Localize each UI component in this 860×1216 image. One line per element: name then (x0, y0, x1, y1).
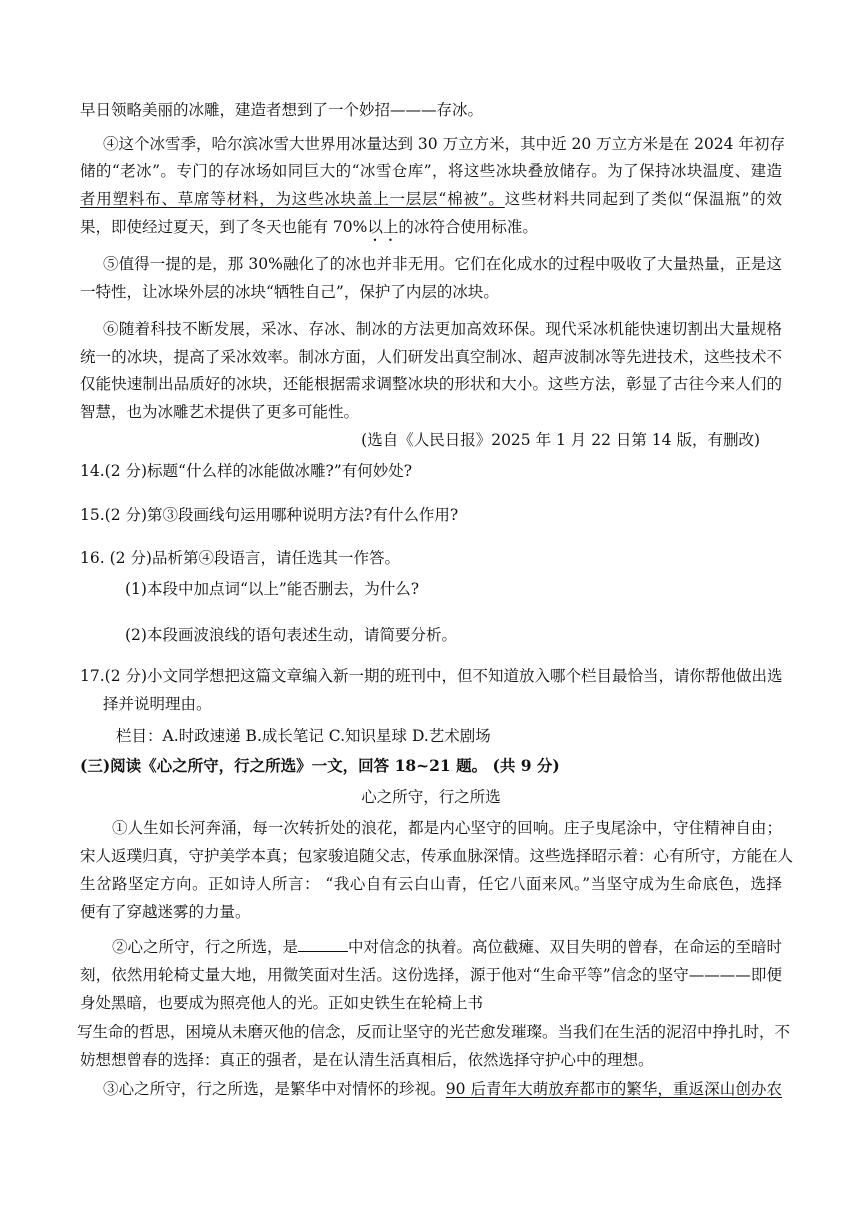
section-3-paragraph-1-line-2: 宋人返璞归真，守护美学本真；包家骏追随父志，传承血脉深情。这些选择昭示着：心有所守，方能在人 (80, 847, 794, 865)
paragraph-6-line-4: 智慧，也为冰雕艺术提供了更多可能性。 (80, 403, 360, 421)
paragraph-4-line-2: 储的“老冰”。专门的存冰场如同巨大的“冰雪仓库”，将这些冰块叠放储存。为了保持冰块温度、建造 (80, 162, 782, 180)
emphasis-dotted-word: 以上 (367, 218, 399, 236)
question-16-option-2: (2)本段画波浪线的语句表述生动，请简要分析。 (125, 626, 457, 644)
section-3-paragraph-2-line-2: 刻，依然用轮椅丈量大地，用微笑面对生活。这份选择，源于他对“生命平等”信念的坚守————即便 (80, 966, 782, 984)
paragraph-4-line-1: ④这个冰雪季，哈尔滨冰雪大世界用冰量达到 30 万立方米，其中近 20 万立方米是在 2024 年初存 (103, 135, 785, 153)
underlined-sentence: 者用塑料布、草席等材料，为这些冰块盖上一层层“棉被”。 (80, 190, 505, 208)
fill-in-blank (298, 937, 348, 952)
paragraph-5-line-2: 一特性，让冰垛外层的冰块“牺牲自己”，保护了内层的冰块。 (80, 283, 499, 301)
section-3-paragraph-2-line-1: ②心之所守，行之所选，是 中对信念的执着。高位截瘫、双目失明的曾春，在命运的至暗时 (112, 938, 783, 956)
article-intro-end: 早日领略美丽的冰雕，建造者想到了一个妙招———存冰。 (80, 101, 484, 119)
question-15: 15.(2 分)第③段画线句运用哪种说明方法?有什么作用? (80, 506, 459, 524)
section-3-paragraph-3-line-1: ③心之所守，行之所选，是繁华中对情怀的珍视。90 后青年大萌放弃都市的繁华，重返深山创办农 (103, 1080, 782, 1098)
section-3-paragraph-2-line-4: 写生命的哲思，困境从未磨灭他的信念，反而让坚守的光芒愈发璀璨。当我们在生活的泥沼中挣扎时，不 (77, 1023, 791, 1041)
section-3-heading: (三)阅读《心之所守，行之所选》一文，回答 18~21 题。 (共 9 分) (80, 756, 560, 775)
paragraph-4-line-3: 者用塑料布、草席等材料，为这些冰块盖上一层层“棉被”。这些材料共同起到了类似“保温瓶”的效 (80, 190, 782, 208)
question-14: 14.(2 分)标题“什么样的冰能做冰雕?”有何妙处? (80, 462, 413, 480)
paragraph-6-line-3: 仅能快速制出品质好的冰块，还能根据需求调整冰块的形状和大小。这些方法，彰显了古往今来人们的 (80, 375, 782, 393)
article-source: (选自《人民日报》2025 年 1 月 22 日第 14 版，有删改) (361, 431, 760, 449)
paragraph-4-line-4: 果，即使经过夏天，到了冬天也能有 70%以上的冰符合使用标准。 (80, 218, 538, 236)
question-16: 16. (2 分)品析第④段语言，请任选其一作答。 (80, 549, 400, 567)
section-3-paragraph-2-line-3: 身处黑暗，也要成为照亮他人的光。正如史铁生在轮椅上书 (80, 994, 484, 1012)
question-17-line-1: 17.(2 分)小文同学想把这篇文章编入新一期的班刊中，但不知道放入哪个栏目最恰当，请你帮他做出选 (80, 667, 783, 685)
underlined-sentence-2: 90 后青年大萌放弃都市的繁华，重返深山创办农 (445, 1080, 782, 1098)
question-16-option-1: (1)本段中加点词“以上”能否删去，为什么? (125, 580, 420, 598)
section-3-paragraph-2-line-5: 妨想想曾春的选择：真正的强者，是在认清生活真相后，依然选择守护心中的理想。 (80, 1051, 654, 1069)
question-17-options: 栏目：A.时政速递 B.成长笔记 C.知识星球 D.艺术剧场 (116, 727, 491, 745)
article-2-title: 心之所守，行之所选 (361, 788, 501, 806)
question-17-line-2: 择并说明理由。 (103, 695, 212, 713)
section-3-paragraph-1-line-3: 生岔路坚定方向。正如诗人所言： “我心自有云白山青，任它八面来风。”当坚守成为生命底色，选择 (80, 875, 782, 893)
paragraph-5-line-1: ⑤值得一提的是，那 30%融化了的冰也并非无用。它们在化成水的过程中吸收了大量热量，正是这 (103, 255, 782, 273)
section-3-paragraph-1-line-4: 便有了穿越迷雾的力量。 (80, 903, 251, 921)
paragraph-6-line-1: ⑥随着科技不断发展，采冰、存冰、制冰的方法更加高效环保。现代采冰机能快速切割出大量规格 (103, 320, 782, 338)
paragraph-6-line-2: 统一的冰块，提高了采冰效率。制冰方面，人们研发出真空制冰、超声波制冰等先进技术，这些技术不 (80, 348, 782, 366)
section-3-paragraph-1-line-1: ①人生如长河奔涌，每一次转折处的浪花，都是内心坚守的回响。庄子曳尾涂中，守住精神自由； (112, 819, 782, 837)
